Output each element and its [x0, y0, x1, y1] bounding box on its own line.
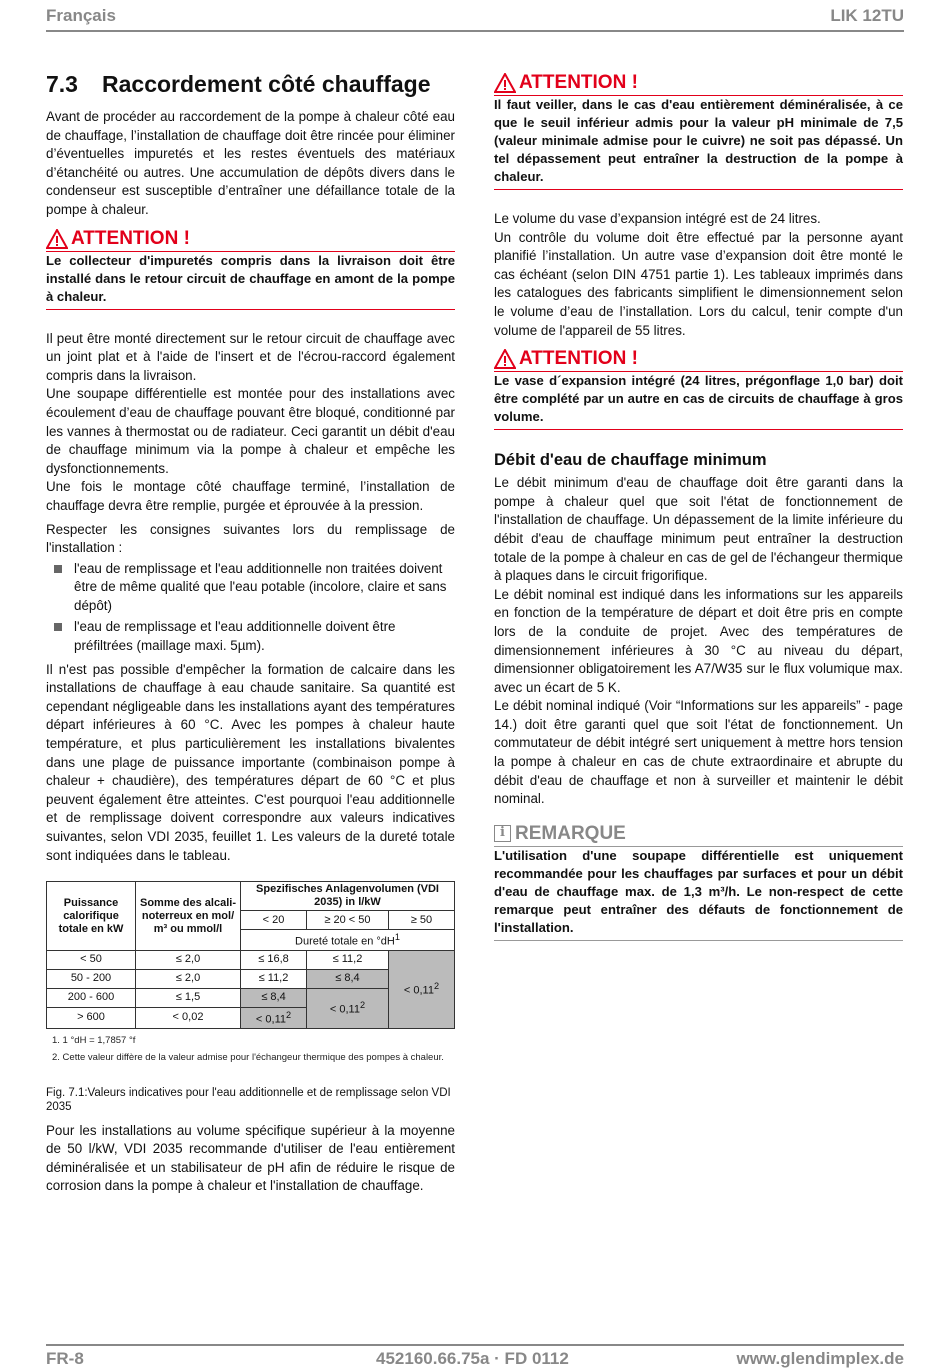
footer-url: www.glendimplex.de: [736, 1349, 904, 1368]
header-language: Français: [46, 6, 116, 25]
warning-icon: [46, 229, 68, 249]
attention-text: Il faut veiller, dans le cas d'eau entièrement déminéralisée, à ce que le seuil inférieur admis pour la valeur pH minimale de 7,5 (valeur minimale admise pour le cuivre) ne soit pas dépassé. Un tel dépassement peut entraîner la destruction de la pompe à chaleur.: [494, 96, 903, 190]
attention-text: Le collecteur d'impuretés compris dans la livraison doit être installé dans le retour circuit de chauffage en amont de la pompe à chaleur.: [46, 252, 455, 310]
table-row: 200 - 600 ≤ 1,5 ≤ 8,4 < $0,11^2$: [47, 988, 455, 1007]
page-header: [46, 6, 904, 32]
list-item: l'eau de remplissage et l'eau additionnelle doivent être préfiltrées (maillage maxi. 5µm).: [46, 618, 455, 655]
footer-doc: 452160.66.75a · FD 0112: [376, 1349, 569, 1368]
right-column: [494, 70, 903, 961]
table-merged-cell: < $0,11^2$: [307, 988, 389, 1028]
info-icon: i: [494, 825, 511, 842]
warning-icon: [494, 349, 516, 369]
warning-icon: [494, 73, 516, 93]
left-column: [46, 70, 455, 1201]
paragraph: Le débit nominal indiqué (Voir “Informations sur les appareils” - page 14.) doit être garanti quel que soit l'état de fonctionnement. Un commutateur de débit intégré sert uniquement à mettre hors tension la pompe à chaleur en cas de chute extraordinaire et abrupte du débit d'eau de chauffage et non à surveiller et maintenir le débit nominal.: [494, 698, 903, 807]
paragraph: Pour les installations au volume spécifique supérieur à la moyenne de 50 l/kW, VDI 2035 recommande d'utiliser de l'eau entièrement déminéralisée et un stabilisateur de pH afin de réduire le risque de corrosion dans la pompe à chaleur et l'installation de chauffage.: [46, 1122, 455, 1194]
paragraph: Respecter les consignes suivantes lors du remplissage de l'installation :: [46, 521, 455, 556]
table-note: 2. Cette valeur diffère de la valeur admise pour l'échangeur thermique des pompes à chaleur.: [52, 1051, 444, 1063]
table-header-alkaline: Somme des alcali-noterreux en mol/ m³ ou mmol/l: [136, 882, 241, 951]
attention-box: [46, 228, 455, 310]
paragraph: Le débit minimum d'eau de chauffage doit être garanti dans la pompe à chaleur quel que soit l'état de fonctionnement de l'installation de chauffage. Un dépassement de la limite inférieure du débit d'eau de chauffage minimum peut entraîner la destruction totale de la pompe à chaleur en cas de gel de l'échangeur thermique à plaques dans le circuit frigorifique.: [494, 475, 903, 584]
table-header-col2: ≥ 20 < 50: [307, 911, 389, 930]
attention-text: Le vase d´expansion intégré (24 litres, prégonflage 1,0 bar) doit être complété par un autre en cas de circuits de chauffage à gros volume.: [494, 372, 903, 430]
attention-title: ATTENTION !: [494, 72, 903, 96]
paragraph: Une fois le montage côté chauffage terminé, l’installation de chauffage devra être remplie, purgée et éprouvée à la pression.: [46, 479, 455, 513]
page-footer: [46, 1344, 904, 1370]
attention-box: [494, 348, 903, 430]
attention-box: [494, 72, 903, 190]
table-note: 1. 1 °dH = 1,7857 °f: [52, 1034, 136, 1046]
table-header-col3: ≥ 50: [388, 911, 454, 930]
table-merged-cell: < $0,11^2$: [388, 950, 454, 1028]
table-header-hardness: Dureté totale en $^\circ dH^1$: [241, 930, 455, 951]
remark-title: i REMARQUE: [494, 823, 903, 847]
table-header-power: Puissance calorifique totale en kW: [47, 882, 136, 951]
remark-text: L'utilisation d'une soupape différentielle est uniquement recommandée pour les chauffages par surfaces et pour un débit d'eau de chauffage max. de 1,3 m³/h. Le non-respect de cette remarque peut entraîner des défauts de fonctionnement de l'installation.: [494, 847, 903, 941]
paragraph: Le débit nominal est indiqué dans les informations sur les appareils en fonction de la température de départ et doit être pris en compte lors de la conduite de projet. Avec des températures de dimensionnement inférieures à 30 °C au niveau du départ, dimensionner obligatoirement les A7/W35 sur le flux volumique max. avec un écart de 5 K.: [494, 586, 903, 695]
paragraph: Il n'est pas possible d'empêcher la formation de calcaire dans les installations de chauffage à eau chaude sanitaire. Sa quantité est cependant négligeable dans les installations ayant des températures départ inférieures à 60 °C. Avec les pompes à chaleur haute température, et plus particulièrement les installations bivalentes dans une plage de puissance importante (combinaison pompe à chaleur + chaudière), des températures départ de 60 °C et plus peuvent également être atteintes. C'est pourquoi l'eau additionnelle et de remplissage doivent correspondre aux valeurs indicatives suivantes, selon VDI 2035, feuillet 1. Les valeurs de la dureté totale sont indiquées dans le tableau.: [46, 661, 455, 863]
section-heading: [46, 70, 455, 98]
hardness-table: [46, 881, 455, 1028]
header-model: LIK 12TU: [830, 6, 904, 25]
paragraph: Le volume du vase d’expansion intégré est de 24 litres.: [494, 211, 821, 226]
subheading: Débit d'eau de chauffage minimum: [494, 451, 767, 470]
table-header-col1: < 20: [241, 911, 307, 930]
paragraph: Avant de procéder au raccordement de la pompe à chaleur côté eau de chauffage, l’installation de chauffage doit être rincée pour éliminer d’éventuelles impuretés et les restes éventuels des matériaux d’étanchéité ou autres. Une accumulation de dépôts divers dans le condenseur est susceptible d’entraîner une défaillance totale de la pompe à chaleur.: [46, 109, 455, 217]
attention-title: ATTENTION !: [494, 348, 903, 372]
paragraph: Il peut être monté directement sur le retour circuit de chauffage avec un joint plat et à l'aide de l'insert et de l'écrou-raccord également compris dans la livraison.: [46, 330, 455, 383]
table-row: < 50 ≤ 2,0 ≤ 16,8 ≤ 11,2 < $0,11^2$: [47, 950, 455, 969]
table-header-volume: Spezifisches Anlagenvolumen (VDI 2035) in l/kW: [241, 882, 455, 911]
footer-page: FR-8: [46, 1349, 84, 1368]
paragraph: Un contrôle du volume doit être effectué par la personne ayant planifié l’installation. Un autre vase d’expansion doit être monté le cas échéant (selon DIN 4751 partie 1). Les tableaux imprimés dans les catalogues des fabricants simplifient le dimensionnement selon le volume d’eau de l’installation. Lors du calcul, tenir compte d'un volume de l'appareil de 55 litres.: [494, 229, 903, 338]
section-title: Raccordement côté chauffage: [102, 71, 431, 97]
table-row: > 600 < 0,02 < $0,11^2$: [47, 1007, 455, 1028]
attention-title: ATTENTION !: [46, 228, 455, 252]
list-item: l'eau de remplissage et l'eau additionnelle non traitées doivent être de même qualité que l'eau potable (incolore, claire et sans dépôt): [46, 560, 455, 616]
table-row: 50 - 200 ≤ 2,0 ≤ 11,2 ≤ 8,4: [47, 969, 455, 988]
table-notes: [46, 1035, 455, 1064]
figure-caption: Fig. 7.1:Valeurs indicatives pour l'eau additionnelle et de remplissage selon VDI 2035: [46, 1086, 451, 1113]
paragraph: Une soupape différentielle est montée pour des installations avec écoulement d’eau de chauffage pouvant être bloqué, conditionné par les vannes à thermostat ou de radiateur. Ceci garantit un débit d'eau de chauffage minimum via la pompe à chaleur et empêche les dysfonctionnements.: [46, 386, 455, 476]
remark-box: [494, 823, 903, 941]
bullet-list: [46, 560, 455, 656]
section-number: 7.3: [46, 71, 78, 97]
